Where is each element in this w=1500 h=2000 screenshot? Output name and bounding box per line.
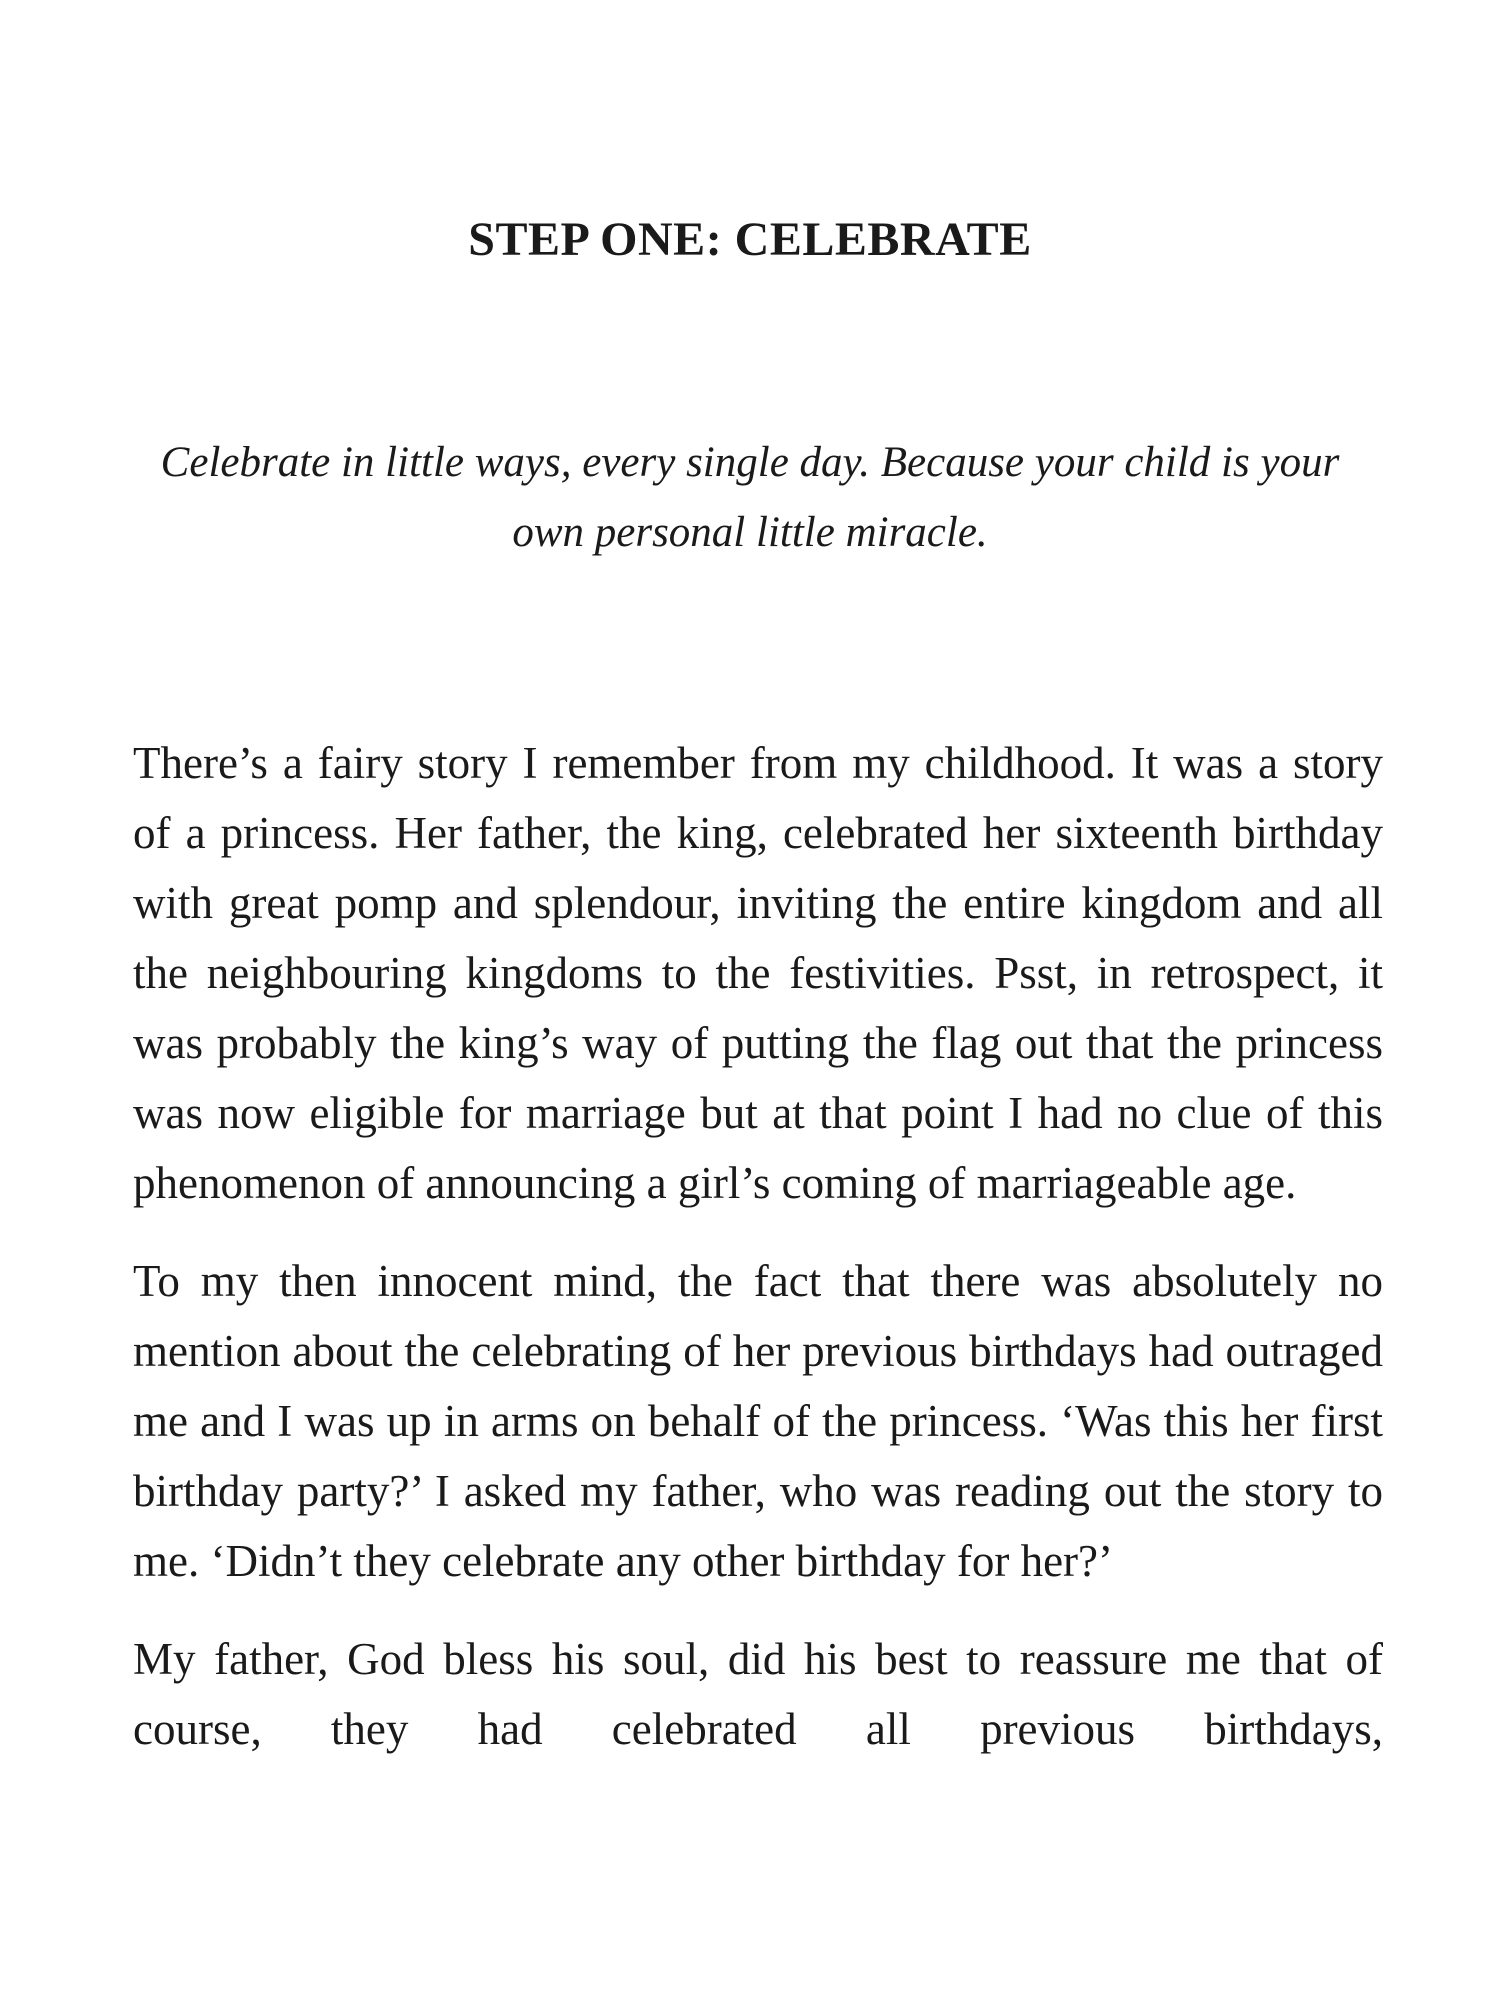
chapter-title: STEP ONE: CELEBRATE: [468, 213, 1032, 266]
body-text: [133, 728, 1383, 1792]
epigraph: Celebrate in little ways, every single day. Because your child is your own personal little miracle.: [160, 439, 1340, 556]
paragraph-2: To my then innocent mind, the fact that there was absolutely no mention about the celebrating of her previous birthdays had outraged me and I was up in arms on behalf of the princess. ‘Was this her first birthday party?’ I asked my father, who was reading out the story to me. ‘Didn’t they celebrate any other birthday for her?’: [133, 1256, 1383, 1586]
paragraph-1: There’s a fairy story I remember from my childhood. It was a story of a princess. Her father, the king, celebrated her sixteenth birthday with great pomp and splendour, inviting the entire kingdom and all the neighbouring kingdoms to the festivities. Psst, in retrospect, it was probably the king’s way of putting the flag out that the princess was now eligible for marriage but at that point I had no clue of this phenomenon of announcing a girl’s coming of marriageable age.: [133, 738, 1383, 1208]
paragraph-3: My father, God bless his soul, did his best to reassure me that of course, they had celebrated all previous birthdays,: [133, 1634, 1383, 1754]
